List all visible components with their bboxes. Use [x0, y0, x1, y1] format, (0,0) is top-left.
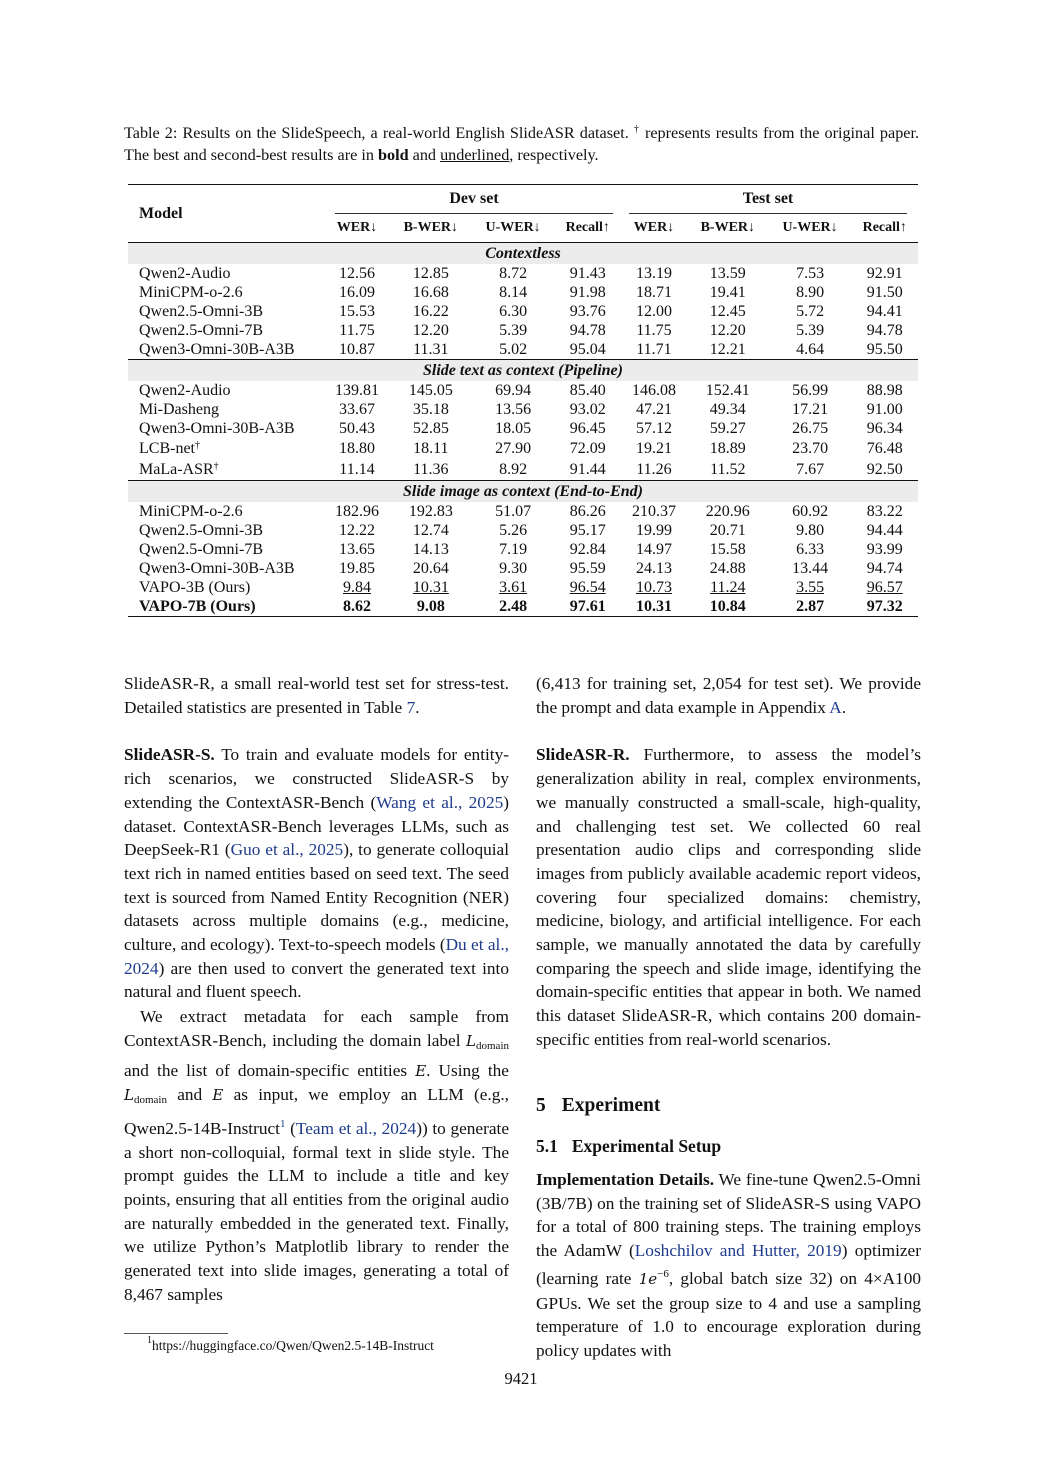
results-table	[128, 184, 918, 617]
dagger-mark: †	[195, 440, 200, 451]
value-cell: 24.88	[709, 560, 746, 577]
model-name-cell: MiniCPM-o-2.6	[139, 284, 243, 301]
value-cell: 18.05	[495, 420, 532, 437]
model-name-cell: Qwen2.5-Omni-7B	[139, 322, 263, 339]
value-cell: 7.53	[796, 265, 825, 282]
footnote-rule	[124, 1333, 228, 1334]
value-cell: 97.61	[555, 597, 621, 617]
value-cell: 16.22	[412, 303, 449, 320]
table-row	[128, 597, 918, 617]
value-cell: 10.84	[687, 597, 769, 617]
dagger-mark: †	[213, 461, 219, 472]
value-cell: 92.50	[866, 461, 903, 478]
value-cell: 35.18	[412, 401, 449, 418]
value-cell: 10.31	[412, 579, 449, 596]
value-cell: 52.85	[412, 420, 449, 437]
model-name-cell: Qwen2-Audio	[139, 382, 231, 399]
value-cell: 96.57	[866, 579, 903, 596]
metric-header: WER↓	[633, 220, 675, 235]
table-row	[128, 459, 918, 481]
value-cell: 96.45	[569, 420, 606, 437]
value-cell: 91.00	[866, 401, 903, 418]
value-cell: 92.84	[569, 541, 606, 558]
value-cell: 145.05	[408, 382, 453, 399]
test-set-header: Test set	[629, 185, 907, 214]
value-cell: 20.71	[709, 522, 746, 539]
value-cell: 16.09	[338, 284, 375, 301]
value-cell: 8.90	[796, 284, 825, 301]
value-cell: 2.87	[769, 597, 852, 617]
value-cell: 5.39	[499, 322, 528, 339]
value-cell: 11.26	[636, 461, 672, 478]
value-cell: 152.41	[705, 382, 750, 399]
subsection-heading-setup: 5.1 Experimental Setup	[536, 1136, 722, 1156]
value-cell: 11.75	[636, 322, 672, 339]
table-row	[128, 559, 918, 578]
paragraph-slideasr-s: SlideASR-S. To train and evaluate models for entity-rich scenarios, we constructed SlideASR-S by extending the ContextASR-Bench (Wang et al., 2025) dataset. ContextASR-Bench leverages LLMs, such as DeepSeek-R1 (Guo et al., 2025), to generate colloquial text rich in named entities based on seed text. The seed text is sourced from Named Entity Recognition (NER) datasets across multiple domains (e.g., medicine, culture, and ecology). Text-to-speech models (Du et al., 2024) are then used to convert the generated text into natural and fluent speech.	[124, 745, 510, 1002]
model-name-cell: MaLa-ASR†	[139, 461, 219, 478]
value-cell: 50.43	[338, 420, 375, 437]
value-cell: 91.44	[569, 461, 606, 478]
value-cell: 11.71	[636, 341, 672, 358]
value-cell: 94.41	[866, 303, 903, 320]
table-row	[128, 400, 918, 419]
table-row	[128, 340, 918, 360]
value-cell: 5.39	[796, 322, 825, 339]
model-name-cell: Qwen2.5-Omni-3B	[139, 522, 263, 539]
value-cell: 15.58	[709, 541, 746, 558]
value-cell: 12.20	[709, 322, 746, 339]
metric-header: WER↓	[336, 220, 378, 235]
value-cell: 12.22	[338, 522, 375, 539]
value-cell: 95.59	[569, 560, 606, 577]
table-row	[128, 438, 918, 459]
value-cell: 12.56	[338, 265, 375, 282]
section-title: Slide image as context (End-to-End)	[128, 481, 918, 503]
table-row	[128, 502, 918, 521]
value-cell: 11.31	[413, 341, 449, 358]
value-cell: 91.50	[866, 284, 903, 301]
right-column	[536, 672, 921, 1052]
table-section-row	[128, 243, 918, 265]
model-name-cell: Mi-Dasheng	[139, 401, 219, 418]
dev-set-header: Dev set	[335, 185, 613, 214]
citation-link[interactable]: Wang et al., 2025	[376, 792, 504, 812]
section-title: Slide text as context (Pipeline)	[128, 360, 918, 382]
value-cell: 11.52	[710, 461, 746, 478]
left-column	[124, 672, 509, 1307]
section-heading-experiment: 5 Experiment	[536, 1095, 661, 1116]
value-cell: 96.54	[569, 579, 606, 596]
value-cell: 76.48	[866, 440, 903, 457]
model-name-cell: Qwen3-Omni-30B-A3B	[139, 420, 295, 437]
table-row	[128, 521, 918, 540]
value-cell: 9.30	[499, 560, 528, 577]
value-cell: 93.76	[569, 303, 606, 320]
table-row	[128, 578, 918, 597]
value-cell: 182.96	[334, 503, 379, 520]
value-cell: 10.31	[621, 597, 687, 617]
value-cell: 14.97	[635, 541, 672, 558]
model-header: Model	[139, 204, 183, 222]
value-cell: 5.72	[796, 303, 825, 320]
citation-link[interactable]: Team et al., 2024	[295, 1118, 417, 1138]
model-name-cell: MiniCPM-o-2.6	[139, 503, 243, 520]
paragraph: SlideASR-R, a small real-world test set for stress-test. Detailed statistics are presented in Table 7.	[124, 674, 509, 717]
value-cell: 3.55	[796, 579, 825, 596]
value-cell: 12.21	[709, 341, 746, 358]
value-cell: 93.02	[569, 401, 606, 418]
value-cell: 51.07	[495, 503, 532, 520]
value-cell: 192.83	[408, 503, 453, 520]
metric-header: Recall↑	[565, 220, 610, 235]
value-cell: 18.71	[635, 284, 672, 301]
value-cell: 8.92	[499, 461, 528, 478]
right-column-continued	[536, 1168, 921, 1363]
appendix-ref-link[interactable]: A	[829, 697, 842, 717]
value-cell: 69.94	[495, 382, 532, 399]
table-section-row	[128, 481, 918, 503]
value-cell: 6.30	[499, 303, 528, 320]
value-cell: 57.12	[635, 420, 672, 437]
value-cell: 11.36	[413, 461, 449, 478]
value-cell: 88.98	[866, 382, 903, 399]
value-cell: 12.45	[709, 303, 746, 320]
value-cell: 6.33	[796, 541, 825, 558]
table-group-header-row	[128, 185, 918, 215]
value-cell: 19.21	[635, 440, 672, 457]
value-cell: 14.13	[412, 541, 449, 558]
value-cell: 8.14	[499, 284, 528, 301]
value-cell: 18.80	[338, 440, 375, 457]
footnote: $^1$https://huggingface.co/Qwen/Qwen2.5-14B-Instruct	[147, 1335, 434, 1353]
value-cell: 15.53	[338, 303, 375, 320]
value-cell: 220.96	[705, 503, 750, 520]
value-cell: 18.89	[709, 440, 746, 457]
footnote-link[interactable]: 1	[279, 1117, 286, 1130]
value-cell: 59.27	[709, 420, 746, 437]
model-name-cell: Qwen2.5-Omni-3B	[139, 303, 263, 320]
value-cell: 11.14	[339, 461, 375, 478]
value-cell: 60.92	[792, 503, 829, 520]
value-cell: 210.37	[631, 503, 676, 520]
value-cell: 13.65	[338, 541, 375, 558]
table-section-row	[128, 360, 918, 382]
value-cell: 95.04	[569, 341, 606, 358]
citation-link[interactable]: Loshchilov and Hutter, 2019	[634, 1241, 842, 1261]
model-name-cell: Qwen3-Omni-30B-A3B	[139, 560, 295, 577]
table-row	[128, 302, 918, 321]
value-cell: 91.43	[569, 265, 606, 282]
value-cell: 86.26	[569, 503, 606, 520]
value-cell: 8.72	[499, 265, 528, 282]
value-cell: 49.34	[709, 401, 746, 418]
value-cell: 20.64	[412, 560, 449, 577]
value-cell: 9.84	[342, 579, 371, 596]
value-cell: 97.32	[851, 597, 918, 617]
table-row	[128, 419, 918, 438]
dagger-mark: †	[633, 124, 640, 135]
section-title: Contextless	[128, 243, 918, 265]
model-name-cell: VAPO-7B (Ours)	[128, 597, 324, 617]
citation-link[interactable]: Du et al., 2024	[124, 935, 509, 978]
value-cell: 24.13	[635, 560, 672, 577]
value-cell: 17.21	[792, 401, 829, 418]
model-name-cell: Qwen2.5-Omni-7B	[139, 541, 263, 558]
value-cell: 13.19	[635, 265, 672, 282]
value-cell: 91.98	[569, 284, 606, 301]
value-cell: 10.73	[635, 579, 672, 596]
value-cell: 93.99	[866, 541, 903, 558]
value-cell: 13.44	[792, 560, 829, 577]
value-cell: 94.78	[569, 322, 606, 339]
value-cell: 83.22	[866, 503, 903, 520]
value-cell: 18.11	[413, 440, 449, 457]
metric-header: U-WER↓	[782, 220, 838, 235]
table-row	[128, 264, 918, 283]
value-cell: 85.40	[569, 382, 606, 399]
value-cell: 16.68	[412, 284, 449, 301]
value-cell: 94.78	[866, 322, 903, 339]
value-cell: 11.75	[339, 322, 375, 339]
table-row	[128, 283, 918, 302]
value-cell: 5.26	[499, 522, 528, 539]
value-cell: 12.74	[412, 522, 449, 539]
value-cell: 4.64	[796, 341, 825, 358]
value-cell: 26.75	[792, 420, 829, 437]
model-name-cell: VAPO-3B (Ours)	[139, 579, 251, 596]
value-cell: 94.44	[866, 522, 903, 539]
value-cell: 96.34	[866, 420, 903, 437]
table-row	[128, 540, 918, 559]
value-cell: 139.81	[334, 382, 379, 399]
metric-header: U-WER↓	[485, 220, 541, 235]
value-cell: 33.67	[338, 401, 375, 418]
value-cell: 95.17	[569, 522, 606, 539]
value-cell: 13.56	[495, 401, 532, 418]
value-cell: 13.59	[709, 265, 746, 282]
value-cell: 11.24	[710, 579, 746, 596]
value-cell: 94.74	[866, 560, 903, 577]
table-body	[128, 243, 918, 617]
value-cell: 5.02	[499, 341, 528, 358]
value-cell: 7.19	[499, 541, 528, 558]
value-cell: 27.90	[495, 440, 532, 457]
value-cell: 12.00	[635, 303, 672, 320]
value-cell: 95.50	[866, 341, 903, 358]
paragraph-metadata: We extract metadata for each sample from ContextASR-Bench, including the domain label $L_{domain}$ and the list of domain-specific entities E. Using the $L_{domain}$ and E as input, we employ an LLM (e.g., Qwen2.5-14B-Instruct$^1$ (Team et al., 2024)) to generate a short non-colloquial, formal text in slide style. The prompt guides the LLM to include a title and key points, ensuring that all entities from the original audio are naturally embedded in the generated text. Finally, we utilize Python’s Matplotlib library to render the generated text into slide images, generating a total of 8,467 samples	[124, 1007, 509, 1304]
value-cell: 10.87	[338, 341, 375, 358]
metric-header: Recall↑	[862, 220, 907, 235]
value-cell: 9.08	[390, 597, 472, 617]
metric-header: B-WER↓	[700, 220, 756, 235]
value-cell: 9.80	[796, 522, 825, 539]
paragraph: (6,413 for training set, 2,054 for test set). We provide the prompt and data example in Appendix A.	[536, 674, 921, 717]
value-cell: 8.62	[324, 597, 390, 617]
table-ref-link[interactable]: 7	[406, 697, 416, 717]
citation-link[interactable]: Guo et al., 2025	[230, 840, 344, 860]
value-cell: 72.09	[569, 440, 606, 457]
value-cell: 12.20	[412, 322, 449, 339]
value-cell: 19.99	[635, 522, 672, 539]
value-cell: 7.67	[796, 461, 825, 478]
model-name-cell: Qwen3-Omni-30B-A3B	[139, 341, 295, 358]
value-cell: 146.08	[631, 382, 676, 399]
value-cell: 19.41	[709, 284, 746, 301]
model-name-cell: LCB-net†	[139, 440, 200, 457]
table-row	[128, 321, 918, 340]
value-cell: 3.61	[499, 579, 528, 596]
value-cell: 23.70	[792, 440, 829, 457]
value-cell: 19.85	[338, 560, 375, 577]
table-row	[128, 381, 918, 400]
value-cell: 56.99	[792, 382, 829, 399]
paragraph-implementation: Implementation Details. We fine-tune Qwen2.5-Omni (3B/7B) on the training set of SlideASR-S using VAPO for a total of 800 training steps. The training employs the AdamW (Loshchilov and Hutter, 2019) optimizer (learning rate $1e^{-6}$, global batch size 32) on 4×A100 GPUs. We set the group size to 4 and use a sampling temperature of 1.0 to encourage exploration during policy updates with	[536, 1170, 921, 1360]
paragraph-slideasr-r: SlideASR-R. Furthermore, to assess the model’s generalization ability in real, complex environments, we manually constructed a small-scale, high-quality, and challenging test set. We collected 60 real presentation audio clips and corresponding slide images from publicly available academic report videos, covering four specialized domains: chemistry, medicine, biology, and artificial intelligence. For each sample, we manually annotated the data by carefully comparing the speech and slide image, identifying the domain-specific entities that appear in both. We named this dataset SlideASR-R, which contains 200 domain-specific entities from real-world scenarios.	[536, 745, 921, 1049]
value-cell: 12.85	[412, 265, 449, 282]
value-cell: 2.48	[472, 597, 555, 617]
value-cell: 92.91	[866, 265, 903, 282]
metric-header: B-WER↓	[403, 220, 459, 235]
page-number: 9421	[504, 1369, 538, 1388]
table-caption: Table 2: Results on the SlideSpeech, a real-world English SlideASR dataset. † represents results from the original paper. The best and second-best results are in bold and underlined, respectively.	[124, 124, 920, 164]
value-cell: 47.21	[635, 401, 672, 418]
model-name-cell: Qwen2-Audio	[139, 265, 231, 282]
